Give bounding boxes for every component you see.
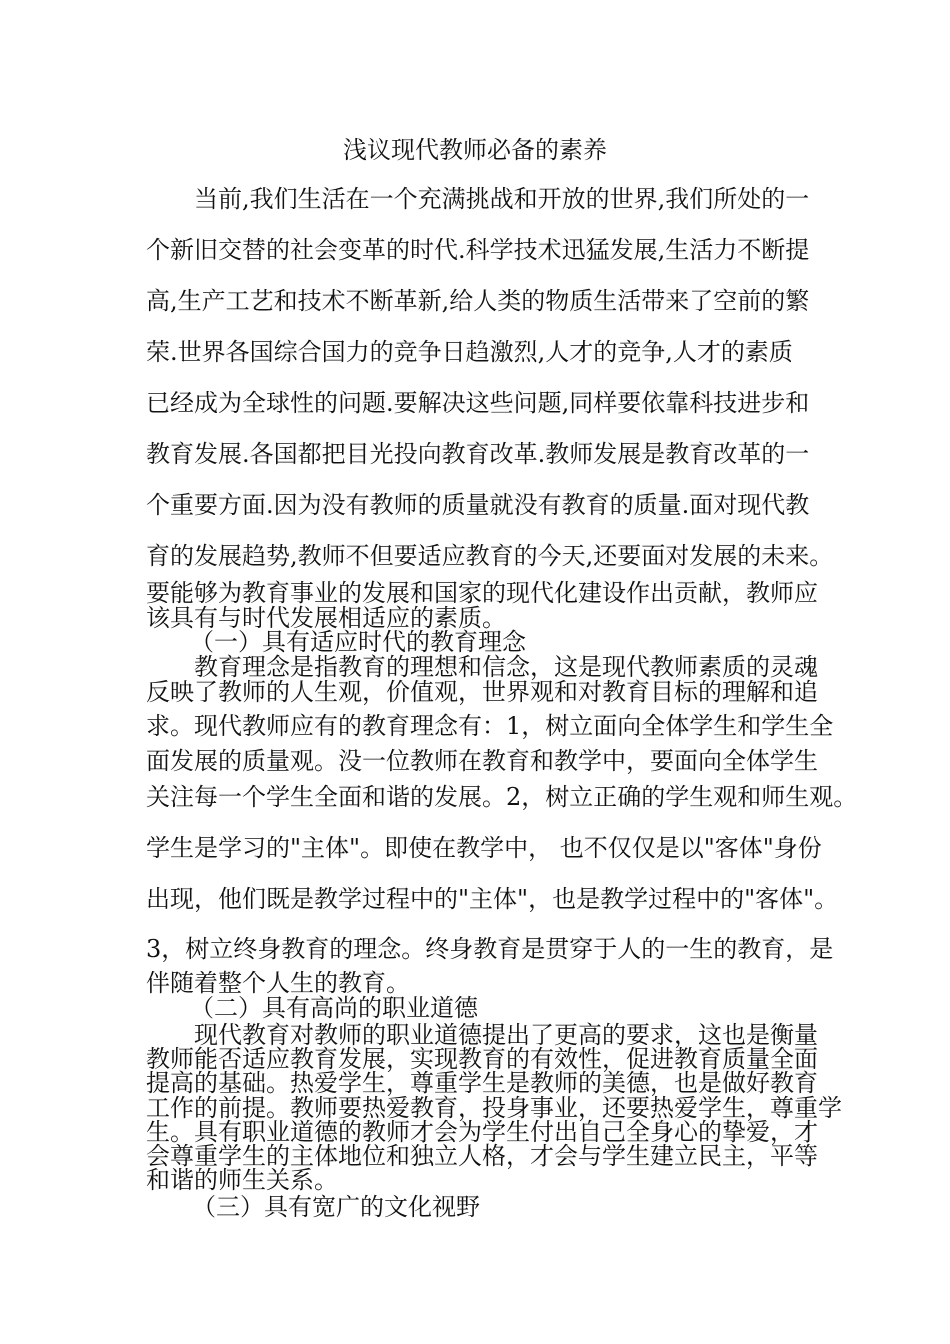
- section-heading: （三）具有宽广的文化视野: [192, 1193, 480, 1221]
- text-line: 出现，他们既是教学过程中的"主体"，也是教学过程中的"客体"。: [146, 885, 839, 913]
- text-line: 现代教育对教师的职业道德提出了更高的要求，这也是衡量: [194, 1021, 818, 1049]
- text-line: 会尊重学生的主体地位和独立人格，才会与学生建立民主，平等: [146, 1142, 818, 1170]
- text-line: 教师能否适应教育发展，实现教育的有效性，促进教育质量全面: [146, 1045, 818, 1073]
- text-line: 学生是学习的"主体"。即使在教学中， 也不仅仅是以"客体"身份: [146, 834, 822, 862]
- text-line: 伴随着整个人生的教育。: [146, 969, 410, 997]
- text-line: 已经成为全球性的问题.要解决这些问题,同样要依靠科技进步和: [146, 389, 810, 417]
- text-line: 高,生产工艺和技术不断革新,给人类的物质生活带来了空前的繁: [146, 287, 810, 315]
- section-heading: （一）具有适应时代的教育理念: [190, 628, 526, 656]
- text-line: 荣.世界各国综合国力的竞争日趋激烈,人才的竞争,人才的素质: [146, 338, 793, 366]
- document-title: 浅议现代教师必备的素养: [343, 136, 607, 164]
- text-line: 工作的前提。教师要热爱教育，投身事业，还要热爱学生，尊重学: [146, 1094, 842, 1122]
- text-line: 求。现代教师应有的教育理念有：1，树立面向全体学生和学生全: [146, 712, 834, 740]
- text-line: 当前,我们生活在一个充满挑战和开放的世界,我们所处的一: [194, 185, 810, 213]
- text-line: 教育发展.各国都把目光投向教育改革.教师发展是教育改革的一: [146, 440, 810, 468]
- text-line: 3，树立终身教育的理念。终身教育是贯穿于人的一生的教育，是: [146, 935, 834, 963]
- text-line: 生。具有职业道德的教师才会为学生付出自己全身心的挚爱，才: [146, 1118, 818, 1146]
- text-line: 育的发展趋势,教师不但要适应教育的今天,还要面对发展的未来。: [146, 542, 834, 570]
- text-line: 和谐的师生关系。: [146, 1166, 338, 1194]
- text-line: 关注每一个学生全面和谐的发展。2，树立正确的学生观和师生观。: [146, 783, 858, 811]
- section-heading: （二）具有高尚的职业道德: [190, 994, 478, 1022]
- text-line: 该具有与时代发展相适应的素质。: [146, 604, 506, 632]
- text-line: 个新旧交替的社会变革的时代.科学技术迅猛发展,生活力不断提: [146, 236, 810, 264]
- text-line: 教育理念是指教育的理想和信念，这是现代教师素质的灵魂: [194, 653, 818, 681]
- text-line: 面发展的质量观。没一位教师在教育和教学中，要面向全体学生: [146, 747, 818, 775]
- text-line: 反映了教师的人生观，价值观，世界观和对教育目标的理解和追: [146, 678, 818, 706]
- text-line: 要能够为教育事业的发展和国家的现代化建设作出贡献，教师应: [146, 579, 818, 607]
- text-line: 个重要方面.因为没有教师的质量就没有教育的质量.面对现代教: [146, 491, 810, 519]
- text-line: 提高的基础。热爱学生，尊重学生是教师的美德，也是做好教育: [146, 1069, 818, 1097]
